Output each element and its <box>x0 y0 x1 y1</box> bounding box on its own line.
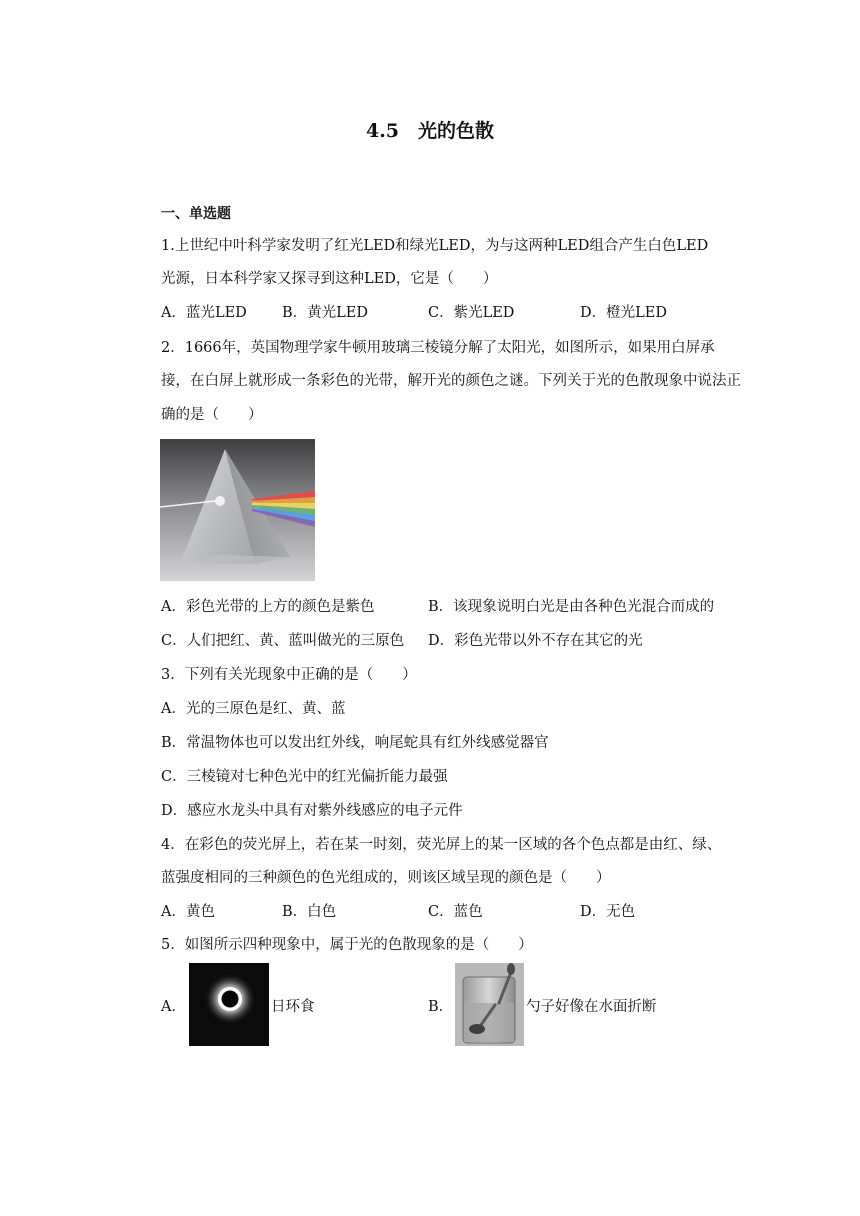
q5-option-a-letter: A． <box>161 999 186 1015</box>
q2-option-a: A．彩色光带的上方的颜色是紫色 <box>161 599 375 615</box>
q1-stem-line1: 1.上世纪中叶科学家发明了红光LED和绿光LED，为与这两种LED组合产生白色LED <box>161 238 709 254</box>
q4-option-d: D．无色 <box>580 904 636 920</box>
page-title: 4.5 光的色散 <box>365 120 495 142</box>
q4-option-c: C．蓝色 <box>428 904 483 920</box>
q5-option-a-text: 日环食 <box>271 999 315 1015</box>
q2-stem-line2: 接，在白屏上就形成一条彩色的光带，解开光的颜色之谜。下列关于光的色散现象中说法正 <box>161 373 741 389</box>
q4-option-b: B．白色 <box>282 904 337 920</box>
q2-option-c: C．人们把红、黄、蓝叫做光的三原色 <box>161 633 405 649</box>
q4-stem-line1: 4．在彩色的荧光屏上，若在某一时刻，荧光屏上的某一区域的各个色点都是由红、绿、 <box>161 837 722 853</box>
q1-option-d: D．橙光LED <box>580 305 667 321</box>
q1-option-c: C．紫光LED <box>428 305 515 321</box>
q5-stem: 5．如图所示四种现象中，属于光的色散现象的是（ ） <box>161 937 533 953</box>
q2-stem-line3: 确的是（ ） <box>161 407 263 423</box>
q3-option-a: A．光的三原色是红、黄、蓝 <box>161 701 346 717</box>
q1-stem-line2: 光源，日本科学家又探寻到这种LED，它是（ ） <box>161 271 498 287</box>
q1-option-a: A．蓝光LED <box>161 305 247 321</box>
q5-option-b-letter: B． <box>428 999 454 1015</box>
q4-stem-line2: 蓝强度相同的三种颜色的色光组成的，则该区域呈现的颜色是（ ） <box>161 870 611 886</box>
prism-dispersion-image <box>160 439 315 581</box>
q2-option-d: D．彩色光带以外不存在其它的光 <box>428 633 643 649</box>
q3-stem: 3．下列有关光现象中正确的是（ ） <box>161 667 417 683</box>
q2-option-b: B．该现象说明白光是由各种色光混合而成的 <box>428 599 715 615</box>
section-heading: 一、单选题 <box>161 206 231 222</box>
q1-option-b: B．黄光LED <box>282 305 368 321</box>
q4-option-a: A．黄色 <box>161 904 215 920</box>
spoon-in-water-image <box>455 963 524 1046</box>
q2-stem-line1: 2．1666年，英国物理学家牛顿用玻璃三棱镜分解了太阳光，如图所示，如果用白屏承 <box>161 340 715 356</box>
q5-option-b-text: 勺子好像在水面折断 <box>526 999 657 1015</box>
solar-eclipse-image <box>189 963 269 1046</box>
q3-option-b: B．常温物体也可以发出红外线，响尾蛇具有红外线感觉器官 <box>161 735 549 751</box>
q3-option-c: C．三棱镜对七种色光中的红光偏折能力最强 <box>161 769 448 785</box>
q3-option-d: D．感应水龙头中具有对紫外线感应的电子元件 <box>161 803 463 819</box>
